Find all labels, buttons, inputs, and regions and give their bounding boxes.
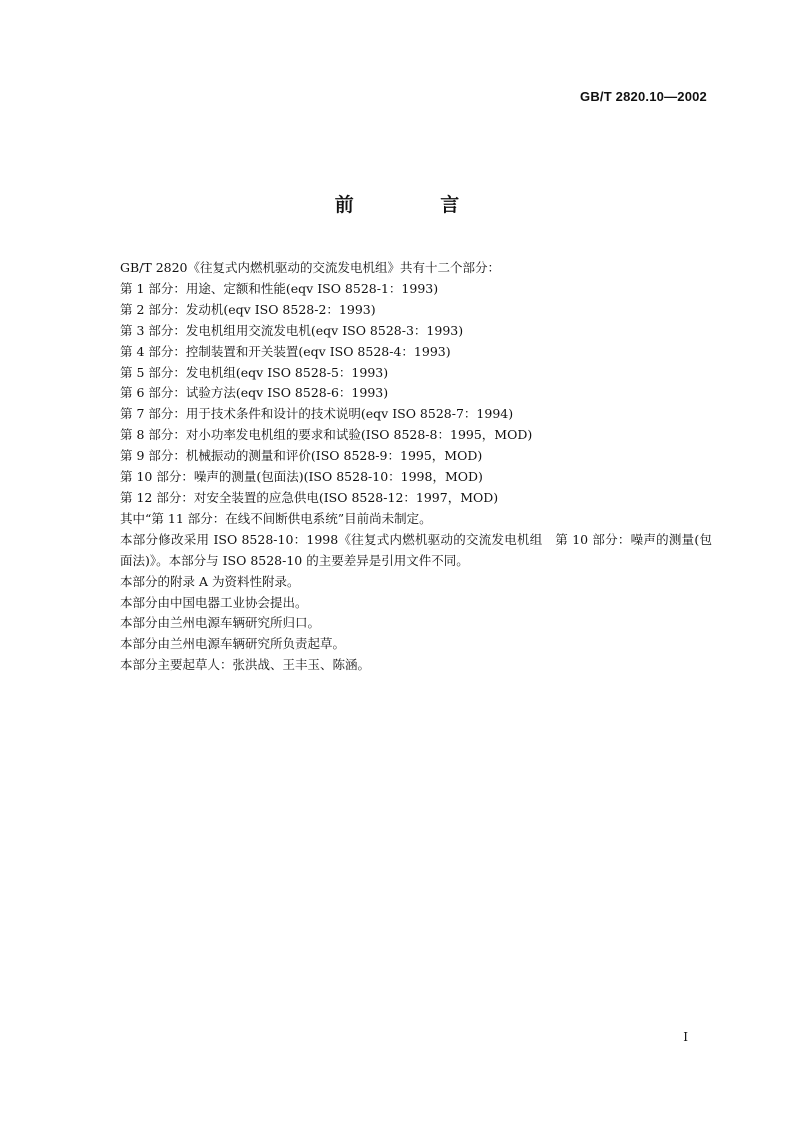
paragraph-part-1: 第 1 部分：用途、定额和性能(eqv ISO 8528-1：1993)	[120, 280, 439, 296]
paragraph-part-12: 第 12 部分：对安全装置的应急供电(ISO 8528-12：1997，MOD)	[120, 489, 499, 505]
paragraph-part-3: 第 3 部分：发电机组用交流发电机(eqv ISO 8528-3：1993)	[120, 322, 464, 338]
paragraph-part-9: 第 9 部分：机械振动的测量和评价(ISO 8528-9：1995，MOD)	[120, 448, 483, 464]
paragraph-part-8: 第 8 部分：对小功率发电机组的要求和试验(ISO 8528-8：1995，MOD)	[120, 427, 533, 443]
paragraph-drafters: 本部分主要起草人：张洪战、王丰玉、陈涵。	[120, 657, 371, 673]
paragraph-drafter-org: 本部分由兰州电源车辆研究所负责起草。	[120, 636, 346, 652]
paragraph-adoption: 本部分修改采用 ISO 8528-10：1998《往复式内燃机驱动的交流发电机组 第 10 部分：噪声的测量(包面法)》。本部分与 ISO 8528-10 的主要差异是引用文件不同。	[120, 531, 712, 568]
paragraph-annex: 本部分的附录 A 为资料性附录。	[120, 573, 300, 589]
paragraph-centralized: 本部分由兰州电源车辆研究所归口。	[120, 615, 321, 631]
paragraph-part-5: 第 5 部分：发电机组(eqv ISO 8528-5：1993)	[120, 364, 389, 380]
paragraph-proposer: 本部分由中国电器工业协会提出。	[120, 594, 308, 610]
foreword-body	[92, 258, 712, 676]
page-title: 前 言	[334, 194, 500, 216]
paragraph-intro: GB/T 2820《往复式内燃机驱动的交流发电机组》共有十二个部分：	[120, 260, 501, 275]
paragraph-part-11-note: 其中“第 11 部分：在线不间断供电系统”目前尚未制定。	[120, 510, 432, 526]
paragraph-part-6: 第 6 部分：试验方法(eqv ISO 8528-6：1993)	[120, 385, 389, 401]
page-number: I	[683, 1030, 688, 1044]
paragraph-part-7: 第 7 部分：用于技术条件和设计的技术说明(eqv ISO 8528-7：1994)	[120, 406, 514, 422]
paragraph-part-4: 第 4 部分：控制装置和开关装置(eqv ISO 8528-4：1993)	[120, 343, 451, 359]
paragraph-part-10: 第 10 部分：噪声的测量(包面法)(ISO 8528-10：1998，MOD)	[120, 469, 483, 485]
paragraph-part-2: 第 2 部分：发动机(eqv ISO 8528-2：1993)	[120, 301, 376, 317]
standard-number: GB/T 2820.10—2002	[580, 89, 707, 104]
